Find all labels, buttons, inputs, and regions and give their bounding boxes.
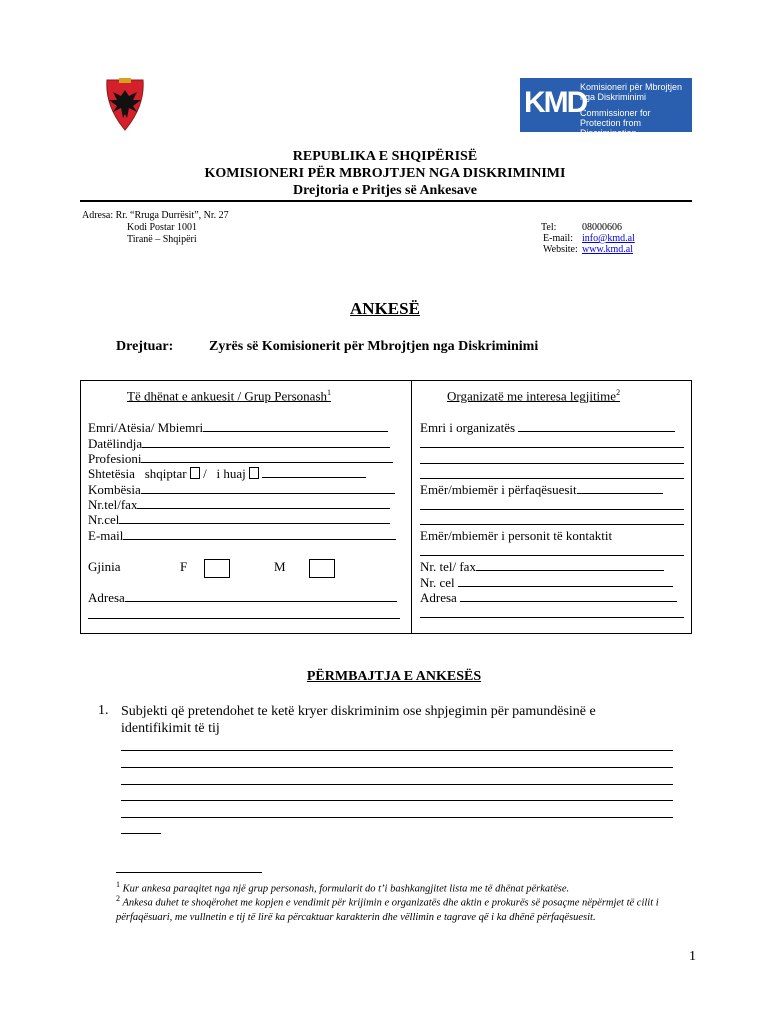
rep-line-3[interactable] [420,524,684,525]
answer-line-5[interactable] [121,817,673,818]
gender-m-label: M [274,559,286,574]
addressed-value: Zyrës së Komisionerit për Mbrojtjen nga Diskriminimi [209,339,539,354]
footnote-2-text: Ankesa duhet te shoqërohet me kopjen e vendimit për krijimin e organizatës dhe aktin e prokurës së posaçme nëpërmjet të cilit i përfaqësuari, me vullnetin e tij të lirë ka përcaktuar karakterin dhe vëllimin e tagrave që i ka dhënë përfaqësuesit. [116,897,659,923]
citizenship-foreign: i huaj [216,466,249,481]
email-label: E-mail: [543,233,573,244]
tel-label: Tel: [541,222,557,233]
answer-line-6[interactable] [121,833,161,834]
name-field[interactable] [88,420,388,436]
org-line-3[interactable] [420,463,684,464]
email-field-label: E-mail [88,528,124,543]
address-field-label: Adresa [88,590,125,605]
answer-line-2[interactable] [121,767,673,768]
org-cell-field[interactable] [420,575,673,591]
right-column-heading [447,388,620,404]
footnote-ref-1: 1 [327,388,332,397]
org-address-line-2[interactable] [420,617,684,618]
contact-line[interactable] [420,555,684,556]
profession-label: Profesioni [88,451,142,466]
email-link[interactable]: info@kmd.al [582,233,635,244]
albanian-checkbox[interactable] [190,467,200,479]
tel-value: 08000606 [582,222,622,233]
left-heading-text: Të dhënat e ankuesit / Grup Personash [127,388,328,404]
item-text: Subjekti që pretendohet te ketë kryer diskriminim ose shpjegimin për pamundësinë e identifikimit të tij [121,704,596,736]
form-column-divider [411,380,412,634]
rep-name-label: Emër/mbiemër i përfaqësuesit [420,482,577,497]
footnote-ref-2: 2 [616,388,621,397]
gender-f-checkbox[interactable] [204,559,230,578]
birth-label: Datëlindja [88,436,143,451]
nationality-field[interactable] [88,482,395,498]
header-institution: KOMISIONERI PËR MBROJTJEN NGA DISKRIMINIMI [204,166,566,181]
address-field[interactable] [88,590,397,606]
item-number: 1. [98,703,109,718]
org-address-field[interactable] [420,590,677,606]
cell-field[interactable] [88,512,390,528]
kmd-logo-letters: KMD [524,86,587,119]
address-line-3: Tiranë – Shqipëri [127,234,197,245]
org-name-field[interactable] [420,420,675,436]
org-name-label: Emri i organizatës [420,420,516,435]
header-divider [80,200,692,202]
profession-field[interactable] [88,451,393,467]
address-line-2: Kodi Postar 1001 [127,222,197,233]
org-cell-label: Nr. cel [420,575,455,590]
footnote-1-text: Kur ankesa paraqitet nga një grup personash, formularit do t’i bashkangjitet lista me të dhënat përkatëse. [122,883,570,895]
rep-line-2[interactable] [420,509,684,510]
birth-field[interactable] [88,436,390,452]
answer-line-4[interactable] [121,800,673,801]
gender-f-label: F [180,559,188,574]
right-heading-text: Organizatë me interesa legjitime [447,388,617,404]
kmd-logo-text-1: Komisioneri për Mbrojtjen nga Diskriminimi [580,82,683,102]
org-address-label: Adresa [420,590,457,605]
org-tel-label: Nr. tel/ fax [420,559,476,574]
page-number: 1 [689,949,696,964]
answer-line-3[interactable] [121,784,673,785]
citizenship-albanian: shqiptar [144,466,190,481]
email-field[interactable] [88,528,396,544]
website-link[interactable]: www.kmd.al [582,244,634,255]
citizenship-separator: / [199,466,210,481]
document-title: ANKESË [350,299,420,318]
header-directorate: Drejtoria e Pritjes së Ankesave [292,183,478,198]
footnote-1-number: 1 [116,880,120,889]
kmd-logo [520,78,692,138]
citizenship-label: Shtetësia [88,466,135,481]
answer-line-1[interactable] [121,750,673,751]
albania-coat-of-arms [95,76,155,134]
tel-field-label: Nr.tel/fax [88,497,138,512]
address-line-1: Adresa: Rr. “Rruga Durrësit”, Nr. 27 [82,210,229,221]
nationality-label: Kombësia [88,482,141,497]
address-extra-line[interactable] [88,618,400,619]
footnote-separator [116,872,262,873]
header-country: REPUBLIKA E SHQIPËRISË [292,149,478,164]
footnote-2-number: 2 [116,894,120,903]
foreign-checkbox[interactable] [249,467,259,479]
contact-name-label: Emër/mbiemër i personit të kontaktit [420,528,613,543]
citizenship-field[interactable] [88,466,366,482]
org-line-4[interactable] [420,478,684,479]
left-column-heading [127,388,331,404]
cell-field-label: Nr.cel [88,512,120,527]
gender-m-checkbox[interactable] [309,559,335,578]
website-label: Website: [543,244,578,255]
content-heading: PËRMBAJTJA E ANKESËS [306,669,482,684]
org-tel-field[interactable] [420,559,664,575]
kmd-logo-text-2: Commissioner for Protection from Discrimination [580,108,651,138]
addressed-label: Drejtuar: [116,339,174,354]
tel-field[interactable] [88,497,390,513]
footnote-2 [116,892,702,925]
rep-name-field[interactable] [420,482,663,498]
org-line-2[interactable] [420,447,684,448]
name-label: Emri/Atësia/ Mbiemri [88,420,204,435]
gender-label: Gjinia [88,559,121,574]
